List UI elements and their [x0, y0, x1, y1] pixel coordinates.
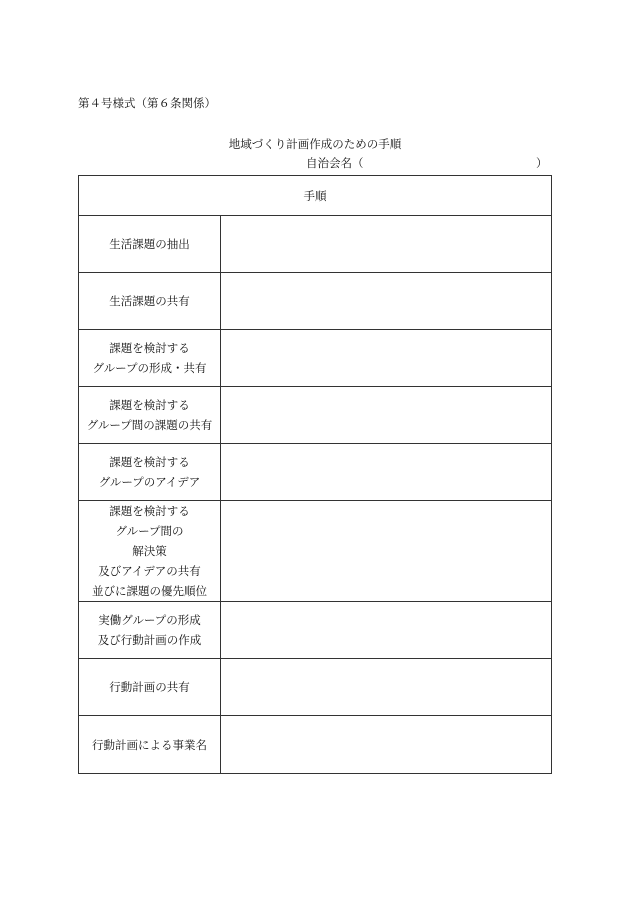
- step-label-cell: [79, 501, 221, 602]
- table-row: [79, 501, 552, 602]
- document-title: 地域づくり計画作成のための手順: [228, 137, 402, 151]
- step-label-cell: [79, 602, 221, 659]
- association-name-label: 自治会名（: [306, 156, 364, 170]
- table-row: [79, 659, 552, 716]
- table-row: [79, 387, 552, 444]
- step-label-line: 生活課題の共有: [109, 294, 190, 308]
- step-content-cell: [221, 602, 552, 659]
- step-label-line: 生活課題の抽出: [109, 237, 190, 251]
- table-row: [79, 716, 552, 774]
- step-label-line: 及びアイデアの共有: [98, 564, 201, 578]
- step-content-cell: [221, 444, 552, 501]
- step-content-cell: [221, 387, 552, 444]
- step-label-cell: [79, 216, 221, 273]
- step-label-line: 課題を検討する: [109, 504, 190, 518]
- step-label-line: 行動計画の共有: [109, 680, 190, 694]
- table-header-row: [79, 176, 552, 216]
- step-label-line: グループ間の課題の共有: [86, 418, 213, 432]
- step-content-cell: [221, 716, 552, 774]
- step-label-cell: [79, 273, 221, 330]
- form-number-label: 第４号様式（第６条関係）: [78, 96, 216, 110]
- table-row: [79, 273, 552, 330]
- step-label-line: 課題を検討する: [109, 455, 190, 469]
- table-header: 手順: [79, 176, 552, 216]
- step-label-line: 並びに課題の優先順位: [92, 584, 207, 598]
- step-label-cell: [79, 330, 221, 387]
- table-row: [79, 216, 552, 273]
- step-label-line: 実働グループの形成: [98, 613, 201, 627]
- association-name-close-paren: ）: [536, 156, 548, 170]
- procedure-table: [78, 175, 552, 774]
- step-content-cell: [221, 216, 552, 273]
- step-content-cell: [221, 330, 552, 387]
- table-row: [79, 330, 552, 387]
- step-content-cell: [221, 501, 552, 602]
- step-label-cell: [79, 387, 221, 444]
- step-content-cell: [221, 659, 552, 716]
- step-label-cell: [79, 659, 221, 716]
- step-label-line: 課題を検討する: [109, 398, 190, 412]
- table-row: [79, 444, 552, 501]
- step-label-line: グループ間の: [115, 524, 184, 538]
- step-label-cell: [79, 716, 221, 774]
- step-label-line: グループのアイデア: [98, 475, 201, 489]
- step-label-line: グループの形成・共有: [92, 361, 207, 375]
- step-label-line: 行動計画による事業名: [92, 737, 207, 752]
- step-label-line: 及び行動計画の作成: [97, 633, 202, 647]
- step-label-line: 課題を検討する: [109, 341, 190, 355]
- step-label-line: 解決策: [132, 544, 167, 558]
- table-row: [79, 602, 552, 659]
- step-label-cell: [79, 444, 221, 501]
- step-content-cell: [221, 273, 552, 330]
